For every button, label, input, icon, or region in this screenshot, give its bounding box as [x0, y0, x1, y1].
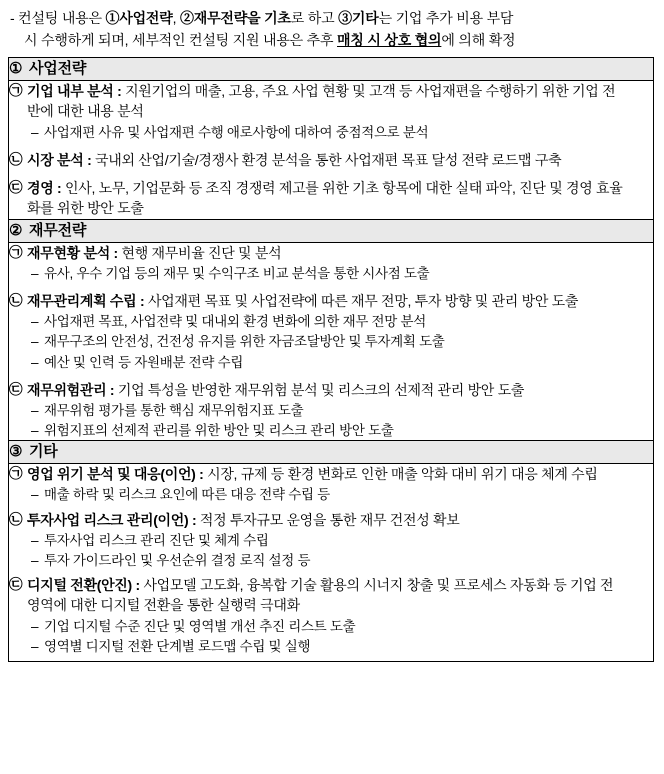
list-item — [9, 510, 653, 571]
sub-dash: – — [31, 334, 39, 350]
item-marker: ㉠ — [9, 466, 23, 482]
sub-item — [31, 264, 653, 283]
item-marker: ㉢ — [9, 180, 23, 196]
sub-item — [31, 485, 653, 504]
sub-dash: – — [31, 423, 39, 439]
item-heading: 재무현황 분석 — [27, 244, 110, 261]
item-body: 사업재편 목표 및 사업전략에 따른 재무 전망, 투자 방향 및 관리 방안 도출 — [147, 292, 579, 309]
item-marker: ㉠ — [9, 83, 23, 99]
item-marker: ㉢ — [9, 381, 23, 397]
item-heading: 영업 위기 분석 및 대응(이언) — [27, 466, 196, 483]
sub-item — [31, 421, 653, 440]
table-row-section-header — [9, 219, 654, 242]
item-heading: 재무위험관리 — [27, 381, 107, 398]
item-body: 기업 특성을 반영한 재무위험 분석 및 리스크의 선제적 관리 방안 도출 — [117, 381, 525, 398]
item-text — [27, 291, 627, 311]
sub-item-text: 사업재편 사유 및 사업재편 수행 애로사항에 대하여 중점적으로 분석 — [44, 124, 429, 140]
section-title: 재무전략 — [29, 221, 87, 239]
sub-dash: – — [31, 354, 39, 370]
sub-dash: – — [31, 487, 39, 503]
list-item — [9, 243, 653, 283]
item-body: 현행 재무비율 진단 및 분석 — [121, 244, 282, 261]
list-item — [9, 464, 653, 504]
list-item — [9, 575, 653, 656]
sub-item-text: 예산 및 인력 등 자원배분 전략 수립 — [44, 354, 244, 370]
item-separator: : — [195, 466, 208, 483]
sub-item — [31, 123, 653, 142]
intro-paragraph — [10, 8, 654, 51]
item-marker: ㉢ — [9, 577, 23, 593]
sub-dash: – — [31, 638, 39, 654]
item-text — [27, 81, 627, 122]
item-marker: ㉡ — [9, 511, 23, 527]
intro-prefix-2: 시 수행하게 되며, 세부적인 컨설팅 지원 내용은 추후 — [24, 31, 338, 48]
item-body: 시장, 규제 등 환경 변화로 인한 매출 악화 대비 위기 대응 체계 수립 — [207, 466, 598, 483]
sub-dash: – — [31, 124, 39, 140]
sub-item — [31, 353, 653, 372]
item-text — [27, 380, 627, 400]
sub-dash: – — [31, 532, 39, 548]
intro-bold-others: ③기타 — [338, 10, 379, 26]
table-row-section-body — [9, 464, 654, 662]
section-number: ③ — [9, 443, 23, 461]
section-body-others — [9, 464, 654, 662]
item-marker: ㉠ — [9, 244, 23, 260]
list-item — [9, 380, 653, 441]
section-body-finance-strategy — [9, 242, 654, 441]
list-item — [9, 178, 653, 219]
section-title: 사업전략 — [29, 60, 87, 78]
item-text — [27, 150, 627, 170]
sub-item — [31, 312, 653, 331]
section-header-others — [9, 441, 654, 464]
intro-line-2 — [10, 30, 654, 52]
intro-suffix-2: 에 의해 확정 — [441, 31, 516, 48]
item-body: 지원기업의 매출, 고용, 주요 사업 현황 및 고객 등 사업재편을 수행하기 위한 기업 전반에 대한 내용 분석 — [27, 83, 616, 120]
intro-line-1 — [10, 10, 513, 26]
sub-item — [31, 637, 653, 656]
list-item — [9, 291, 653, 372]
sub-item — [31, 531, 653, 550]
item-heading: 경영 — [27, 180, 54, 197]
sub-dash: – — [31, 553, 39, 568]
item-separator: : — [188, 511, 200, 528]
item-separator: : — [109, 244, 122, 261]
item-heading: 디지털 전환(안진) — [27, 577, 132, 594]
item-heading: 재무관리계획 수립 — [27, 292, 137, 309]
sub-dash: – — [31, 403, 39, 419]
item-separator: : — [136, 292, 148, 309]
intro-bold-business-strategy: ①사업전략 — [105, 10, 173, 26]
intro-bold-finance-strategy: ②재무전략 — [179, 10, 248, 26]
section-title: 기타 — [29, 443, 58, 461]
sub-item-text: 재무구조의 안전성, 건전성 유지를 위한 자금조달방안 및 투자계획 도출 — [44, 334, 445, 350]
item-text — [27, 510, 627, 530]
sub-item-text: 사업재편 목표, 사업전략 및 대내외 환경 변화에 의한 재무 전망 분석 — [44, 314, 426, 330]
intro-mid-3: 로 하고 — [290, 10, 339, 26]
sub-dash: – — [31, 314, 39, 330]
item-separator: : — [131, 577, 144, 594]
sub-item-text: 매출 하락 및 리스크 요인에 따른 대응 전략 수립 등 — [44, 487, 330, 503]
item-text — [27, 243, 627, 263]
intro-suffix-1: 는 기업 추가 비용 부담 — [378, 10, 514, 26]
sub-item — [31, 332, 653, 351]
sub-dash: – — [31, 265, 39, 281]
section-header-finance-strategy — [9, 219, 654, 242]
section-body-business-strategy — [9, 81, 654, 220]
item-text — [27, 464, 627, 484]
section-header-business-strategy — [9, 58, 654, 81]
sub-item-text: 재무위험 평가를 통한 핵심 재무위험지표 도출 — [44, 403, 304, 419]
section-number: ① — [9, 60, 23, 78]
item-text — [27, 178, 627, 219]
sub-item — [31, 401, 653, 420]
item-marker: ㉡ — [9, 292, 23, 308]
item-body: 국내외 산업/기술/경쟁사 환경 분석을 통한 사업재편 목표 달성 전략 로드맵 구축 — [95, 151, 562, 168]
item-heading: 기업 내부 분석 — [27, 83, 114, 100]
item-body: 적정 투자규모 운영을 통한 재무 건전성 확보 — [199, 511, 460, 528]
sub-item-text: 유사, 우수 기업 등의 재무 및 수익구조 비교 분석을 통한 시사점 도출 — [44, 265, 430, 281]
table-row-section-body — [9, 81, 654, 220]
table-row-section-body — [9, 242, 654, 441]
sub-dash: – — [31, 618, 39, 634]
item-separator: : — [53, 180, 65, 197]
intro-underline-matching: 매칭 시 상호 협의 — [337, 31, 442, 48]
item-separator: : — [83, 151, 96, 168]
sub-item — [31, 617, 653, 636]
table-row-section-header — [9, 58, 654, 81]
sub-item-text: 투자 가이드라인 및 우선순위 결정 로직 설정 등 — [44, 553, 311, 568]
section-number: ② — [9, 221, 23, 239]
sub-item-text: 위험지표의 선제적 관리를 위한 방안 및 리스크 관리 방안 도출 — [44, 423, 394, 439]
item-heading: 시장 분석 — [27, 151, 84, 168]
list-item — [9, 150, 653, 170]
item-separator: : — [113, 83, 126, 100]
item-marker: ㉡ — [9, 151, 23, 167]
item-heading: 투자사업 리스크 관리(이언) — [27, 511, 189, 528]
item-separator: : — [106, 381, 118, 398]
table-row-section-header — [9, 441, 654, 464]
intro-mid-1: , — [172, 10, 180, 26]
sub-item-text: 기업 디지털 수준 진단 및 영역별 개선 추진 리스트 도출 — [44, 618, 356, 634]
item-body: 인사, 노무, 기업문화 등 조직 경쟁력 제고를 위한 기초 항목에 대한 실태 파악, 진단 및 경영 효율화를 위한 방안 도출 — [27, 180, 623, 217]
item-body: 사업모델 고도화, 융복합 기술 활용의 시너지 창출 및 프로세스 자동화 등 기업 전 영역에 대한 디지털 전환을 통한 실행력 극대화 — [27, 577, 614, 614]
sub-item — [31, 551, 653, 570]
item-text — [27, 575, 627, 616]
list-item — [9, 81, 653, 142]
sub-item-text: 투자사업 리스크 관리 진단 및 체계 수립 — [44, 532, 269, 548]
sub-item-text: 영역별 디지털 전환 단계별 로드맵 수립 및 실행 — [44, 638, 311, 654]
consulting-outline-table — [8, 57, 654, 662]
intro-mid-2: 을 기초 — [247, 10, 291, 26]
intro-prefix: - 컨설팅 내용은 — [10, 10, 106, 26]
